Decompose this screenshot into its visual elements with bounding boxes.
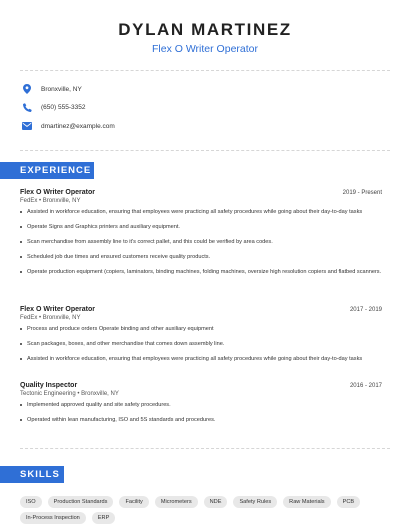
resume-header <box>0 20 410 56</box>
skill-tag: Production Standards <box>48 496 114 508</box>
contact-list <box>20 80 115 136</box>
job-entry <box>20 189 382 283</box>
job-bullets <box>20 325 382 363</box>
bullet-item: Scan merchandise from assembly line to it's correct pallet, and this could be verified by area codes. <box>20 238 382 246</box>
skills-list <box>20 496 390 524</box>
location-text: Bronxville, NY <box>41 85 82 93</box>
bullet-item: Implemented approved quality and site safety procedures. <box>20 401 382 409</box>
job-entry <box>20 306 382 370</box>
skill-tag: ISO <box>20 496 42 508</box>
bullet-item: Operate production equipment (copiers, laminators, binding machines, folding machines, oversize high resolution copiers and flatbed scanners. <box>20 268 382 276</box>
skill-tag: Micrometers <box>155 496 198 508</box>
skill-tag: PCB <box>337 496 361 508</box>
bullet-item: Operated within lean manufacturing, ISO and 5S standards and procedures. <box>20 416 382 424</box>
job-title: Flex O Writer Operator <box>20 306 95 313</box>
candidate-name: DYLAN MARTINEZ <box>118 20 292 39</box>
location-pin-icon <box>22 84 32 94</box>
bullet-item: Assisted in workforce education, ensuring that employees were practicing all safety procedures while going about their day-to-day tasks <box>20 355 382 363</box>
email-text: dmartinez@example.com <box>41 122 115 130</box>
bullet-item: Operate Signs and Graphics printers and auxiliary equipment. <box>20 223 382 231</box>
skill-tag: Facility <box>119 496 148 508</box>
skills-heading: SKILLS <box>0 466 64 483</box>
header-divider <box>20 70 390 71</box>
experience-divider <box>20 448 390 449</box>
job-bullets <box>20 208 382 276</box>
bullet-item: Assisted in workforce education, ensuring that employees were practicing all safety procedures while going about their day-to-day tasks <box>20 208 382 216</box>
job-company: FedEx • Bronxville, NY <box>20 198 81 204</box>
bullet-item: Scan packages, boxes, and other merchandise that comes down assembly line. <box>20 340 382 348</box>
job-title: Quality Inspector <box>20 382 78 389</box>
experience-heading: EXPERIENCE <box>0 162 94 179</box>
contact-location <box>20 80 115 98</box>
skill-tag: Raw Materials <box>283 496 330 508</box>
job-dates: 2016 - 2017 <box>349 383 382 389</box>
job-company: Tectonic Engineering • Bronxville, NY <box>20 391 119 397</box>
phone-icon <box>22 103 32 113</box>
bullet-item: Process and produce orders Operate binding and other auxiliary equipment <box>20 325 382 333</box>
phone-text: (650) 555-3352 <box>41 104 86 111</box>
job-bullets <box>20 401 382 424</box>
contact-divider <box>20 150 390 151</box>
candidate-title: Flex O Writer Operator <box>152 43 258 55</box>
job-title: Flex O Writer Operator <box>20 189 95 196</box>
contact-email <box>20 117 115 135</box>
skill-tag: In-Process Inspection <box>20 512 86 524</box>
email-icon <box>22 121 32 131</box>
job-dates: 2019 - Present <box>342 190 382 196</box>
skill-tag: Safety Rules <box>233 496 277 508</box>
bullet-item: Scheduled job due times and ensured customers receive quality products. <box>20 253 382 261</box>
job-company: FedEx • Bronxville, NY <box>20 315 81 321</box>
skill-tag: ERP <box>92 512 116 524</box>
skill-tag: NDE <box>204 496 228 508</box>
job-entry <box>20 382 382 431</box>
job-dates: 2017 - 2019 <box>349 307 382 313</box>
contact-phone <box>20 99 115 117</box>
